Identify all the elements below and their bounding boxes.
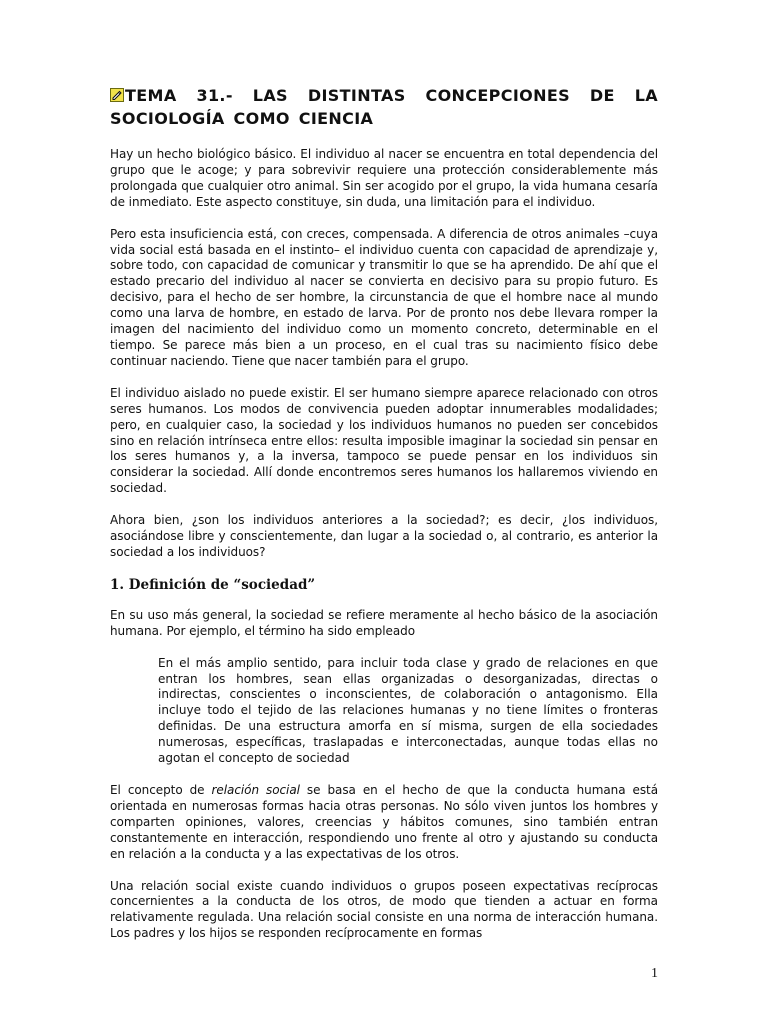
document-body	[110, 84, 658, 958]
paragraph-3: El individuo aislado no puede existir. El ser humano siempre aparece relacionado con otros seres humanos. Los modos de convivencia pueden adoptar innumerables modalidades; pero, en cualquier caso, la sociedad y los individuos humanos no pueden ser concebidos sino en relación intrínseca entre ellos: resulta imposible imaginar la sociedad sin pensar en los seres humanos y, a la inversa, tampoco se puede pensar en los individuos sin considerar la sociedad. Allí donde encontremos seres humanos los hallaremos viviendo en sociedad.	[110, 385, 658, 496]
relacion-text-before: El concepto de	[110, 783, 212, 797]
paragraph-2: Pero esta insuficiencia está, con creces, compensada. A diferencia de otros animales –cuya vida social está basada en el instinto– el individuo cuenta con capacidad de aprendizaje y, sobre todo, con capacidad de comunicar y transmitir lo que se ha aprendido. De ahí que el estado precario del individuo al nacer se convierta en decisivo para su propio futuro. Es decisivo, para el hecho de ser hombre, la circunstancia de que el hombre nace al mundo como una larva de hombre, en estado de larva. Por de pronto nos debe llevara romper la imagen del nacimiento del individuo como un momento concreto, determinable en el tiempo. Se parece más bien a un proceso, en el cual tras su nacimiento físico debe continuar naciendo. Tiene que nacer también para el grupo.	[110, 226, 658, 368]
relacion-text-after: se basa en el hecho de que la conducta humana está orientada en numerosas formas hacia otras personas. No sólo viven juntos los hombres y comparten opiniones, valores, creencias y hábitos comunes, sino también entran constantemente en interacción, respondiendo uno frente al otro y ajustando su conducta en relación a la conducta y a las expectativas de los otros.	[110, 783, 658, 861]
section-paragraph: En su uso más general, la sociedad se refiere meramente al hecho básico de la asociación humana. Por ejemplo, el término ha sido empleado	[110, 607, 658, 638]
pen-note-icon	[110, 88, 124, 102]
title-line-1: TEMA 31.- LAS DISTINTAS CONCEPCIONES DE LA	[110, 84, 658, 107]
paragraph-4: Ahora bien, ¿son los individuos anteriores a la sociedad?; es decir, ¿los individuos, asociándose libre y conscientemente, dan lugar a la sociedad o, al contrario, es anterior la sociedad a los individuos?	[110, 513, 658, 559]
document-title	[110, 84, 658, 130]
section-heading: 1. Definición de “sociedad”	[110, 576, 316, 593]
paragraph-1: Hay un hecho biológico básico. El individuo al nacer se encuentra en total dependencia del grupo que le acoge; y para sobrevivir requiere una protección considerablemente más prolongada que cualquier otro animal. Sin ser acogido por el grupo, la vida humana cesaría de inmediato. Este aspecto constituye, sin duda, una limitación para el individuo.	[110, 147, 658, 209]
page-number: 1	[651, 966, 658, 981]
block-quote: En el más amplio sentido, para incluir toda clase y grado de relaciones en que entran los hombres, sean ellas organizadas o desorganizadas, directas o indirectas, conscientes o inconscientes, de colaboración o antagonismo. Ella incluye todo el tejido de las relaciones humanas y no tiene límites o fronteras definidas. De una estructura amorfa en sí misma, surgen de ella sociedades numerosas, específicas, traslapadas e interconectadas, aunque todas ellas no agotan el concepto de sociedad	[158, 655, 658, 766]
last-paragraph: Una relación social existe cuando individuos o grupos poseen expectativas recíprocas concernientes a la conducta de los otros, de modo que tienden a actuar en forma relativamente regulada. Una relación social consiste en una norma de interacción humana. Los padres y los hijos se responden recíprocamente en formas	[110, 878, 658, 941]
relacion-social-paragraph	[110, 783, 658, 863]
title-line-2: SOCIOLOGÍA COMO CIENCIA	[110, 109, 374, 128]
relacion-social-term: relación social	[211, 783, 300, 797]
